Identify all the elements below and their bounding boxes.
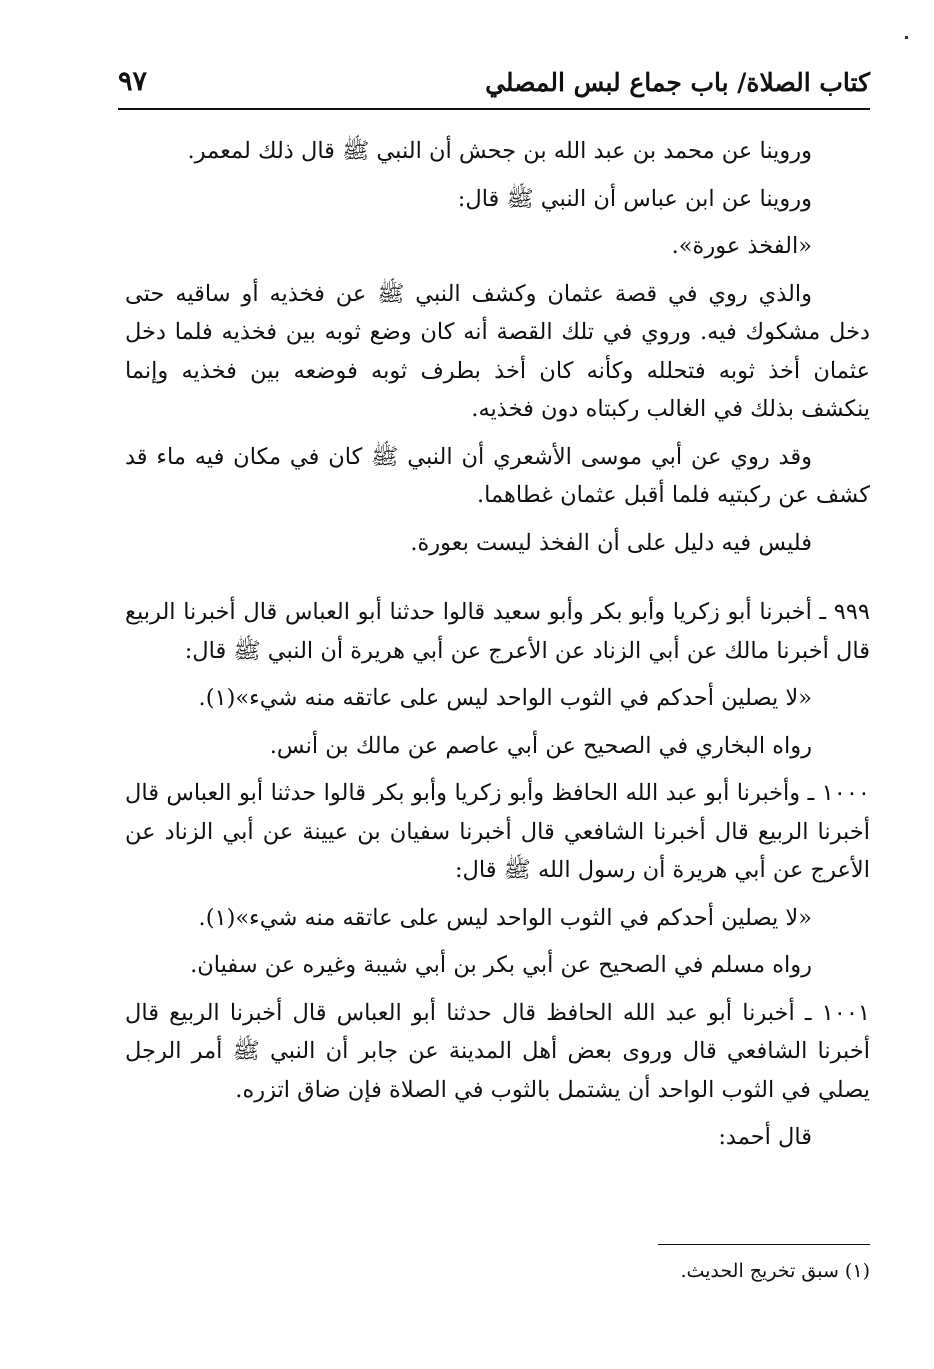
main-text <box>125 132 870 1166</box>
paragraph: فليس فيه دليل على أن الفخذ ليست بعورة. <box>410 529 812 556</box>
paragraph: رواه البخاري في الصحيح عن أبي عاصم عن مالك بن أنس. <box>269 732 812 759</box>
paragraph: قال أحمد: <box>718 1124 812 1150</box>
paragraph: رواه مسلم في الصحيح عن أبي بكر بن أبي شيبة وغيره عن سفيان. <box>190 952 812 978</box>
footnote-divider <box>658 1244 870 1245</box>
paragraph: وروينا عن محمد بن عبد الله بن جحش أن النبي ﷺ قال ذلك لمعمر. <box>187 138 812 164</box>
header-divider <box>118 108 870 110</box>
page-number: ٩٧ <box>118 66 148 97</box>
scan-dot <box>905 36 908 39</box>
page-header <box>118 62 870 106</box>
running-title: كتاب الصلاة/ باب جماع لبس المصلي <box>485 68 870 97</box>
paragraph: «لا يصلين أحدكم في الثوب الواحد ليس على عاتقه منه شيء»(١). <box>198 685 812 711</box>
paragraph: «لا يصلين أحدكم في الثوب الواحد ليس على عاتقه منه شيء»(١). <box>198 904 812 931</box>
section-spacer <box>125 571 870 593</box>
paragraph: وقد روي عن أبي موسى الأشعري أن النبي ﷺ كان في مكان فيه ماء قد كشف عن ركبتيه فلما أقبل عثمان غطاهما. <box>125 443 870 508</box>
paragraph: وروينا عن ابن عباس أن النبي ﷺ قال: <box>457 185 812 212</box>
paragraph: «الفخذ عورة». <box>671 233 812 259</box>
footnote: (١) سبق تخريج الحديث. <box>680 1260 870 1282</box>
paragraph: ٩٩٩ ـ أخبرنا أبو زكريا وأبو بكر وأبو سعيد قالوا حدثنا أبو العباس قال أخبرنا الربيع قال أخبرنا مالك عن أبي الزناد عن الأعرج عن أبي هريرة أن النبي ﷺ قال: <box>125 599 870 664</box>
paragraph: ١٠٠٠ ـ وأخبرنا أبو عبد الله الحافظ وأبو زكريا وأبو بكر قالوا حدثنا أبو العباس قال أخبرنا الربيع قال أخبرنا الشافعي قال أخبرنا سفيان بن عيينة عن أبي الزناد عن الأعرج عن أبي هريرة أن رسول الله ﷺ قال: <box>125 780 870 883</box>
paragraph: ١٠٠١ ـ أخبرنا أبو عبد الله الحافظ قال حدثنا أبو العباس قال أخبرنا الربيع قال أخبرنا الشافعي قال وروى بعض أهل المدينة عن جابر أن النبي ﷺ أمر الرجل يصلي في الثوب الواحد أن يشتمل بالثوب في الصلاة فإن ضاق اتزره. <box>125 999 870 1103</box>
paragraph: والذي روي في قصة عثمان وكشف النبي ﷺ عن فخذيه أو ساقيه حتى دخل مشكوك فيه. وروي في تلك القصة أنه كان وضع ثوبه بين فخذيه فلما دخل عثمان أخذ ثوبه فتحلله وكأنه كان أخذ بطرف ثوبه فوضعه بين فخذيه وإنما ينكشف بذلك في الغالب ركبتاه دون فخذيه. <box>125 280 870 422</box>
